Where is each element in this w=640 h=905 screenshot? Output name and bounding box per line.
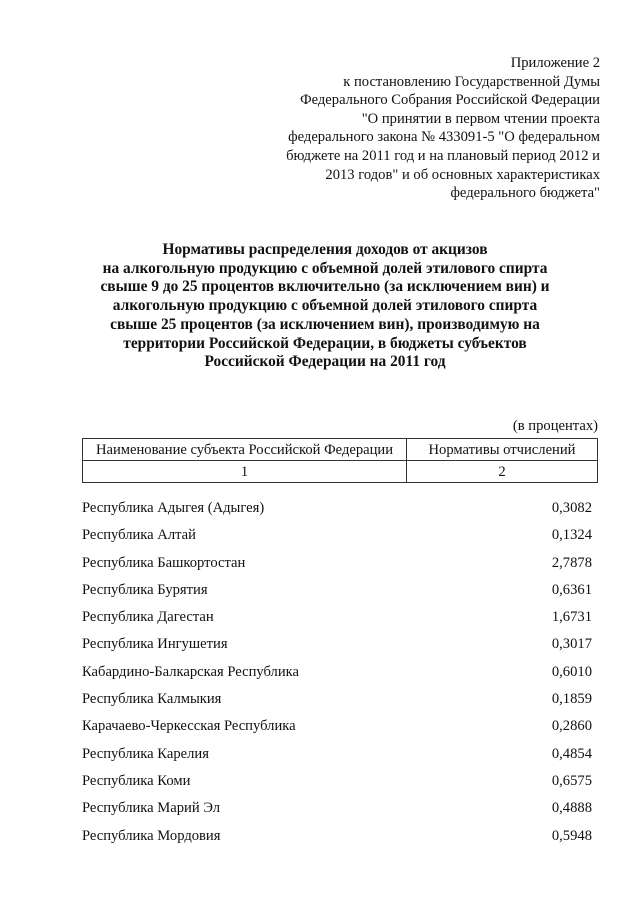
subject-name: Республика Ингушетия bbox=[82, 636, 228, 653]
subject-name: Республика Адыгея (Адыгея) bbox=[82, 500, 265, 516]
title-line: свыше 9 до 25 процентов включительно (за исключением вин) и bbox=[100, 278, 550, 296]
norm-value: 0,6010 bbox=[551, 663, 592, 680]
title-line: на алкогольную продукцию с объемной долей этилового спирта bbox=[102, 259, 548, 277]
table-body bbox=[82, 497, 592, 852]
norm-value: 0,4888 bbox=[551, 800, 592, 817]
title-line: территории Российской Федерации, в бюджеты субъектов bbox=[123, 334, 527, 352]
title-line: Российской Федерации на 2011 год bbox=[204, 353, 446, 371]
table-header bbox=[82, 438, 598, 483]
column-number-1: 1 bbox=[83, 461, 407, 483]
table-row bbox=[82, 606, 592, 633]
norm-value: 0,6575 bbox=[551, 772, 592, 789]
norm-value: 0,3017 bbox=[551, 636, 592, 653]
table-row bbox=[82, 524, 592, 551]
appendix-header bbox=[260, 54, 600, 203]
subject-name: Республика Алтай bbox=[82, 527, 196, 544]
appendix-line: федерального бюджета" bbox=[450, 185, 600, 202]
subject-name: Республика Мордовия bbox=[82, 827, 221, 844]
norm-value: 0,1859 bbox=[551, 691, 592, 708]
title-line: Нормативы распределения доходов от акцизов bbox=[162, 241, 488, 258]
appendix-line: Федерального Собрания Российской Федерации bbox=[300, 92, 600, 109]
appendix-line: 2013 годов" и об основных характеристиках bbox=[325, 166, 600, 183]
header-norms: Нормативы отчислений bbox=[407, 439, 598, 461]
header-row bbox=[83, 439, 598, 461]
subject-name: Кабардино-Балкарская Республика bbox=[82, 663, 299, 680]
document-title bbox=[60, 241, 590, 372]
column-number-2: 2 bbox=[407, 461, 598, 483]
table-row bbox=[82, 497, 592, 524]
norm-value: 0,5948 bbox=[551, 827, 592, 844]
subject-name: Республика Дагестан bbox=[82, 609, 214, 626]
title-line: свыше 25 процентов (за исключением вин), производимую на bbox=[110, 315, 540, 333]
appendix-line: к постановлению Государственной Думы bbox=[343, 73, 600, 90]
norm-value: 0,1324 bbox=[551, 527, 592, 544]
table-row bbox=[82, 661, 592, 688]
norm-value: 0,4854 bbox=[551, 745, 592, 762]
appendix-line: Приложение 2 bbox=[510, 55, 600, 71]
norm-value: 0,2860 bbox=[551, 718, 592, 735]
title-line: алкогольную продукцию с объемной долей этилового спирта bbox=[112, 297, 538, 315]
units-note: (в процентах) bbox=[512, 418, 598, 434]
subject-name: Республика Бурятия bbox=[82, 581, 208, 598]
subject-name: Карачаево-Черкесская Республика bbox=[82, 718, 296, 735]
table-row bbox=[82, 715, 592, 742]
norm-value: 0,3082 bbox=[551, 500, 592, 516]
norm-value: 0,6361 bbox=[551, 581, 592, 598]
subject-name: Республика Коми bbox=[82, 772, 191, 789]
table-row bbox=[82, 633, 592, 660]
table-row bbox=[82, 743, 592, 770]
table-row bbox=[82, 688, 592, 715]
subject-name: Республика Башкортостан bbox=[82, 554, 246, 571]
header-subject: Наименование субъекта Российской Федерации bbox=[83, 439, 407, 461]
table-row bbox=[82, 825, 592, 852]
appendix-line: федерального закона № 433091-5 "О федеральном bbox=[288, 129, 600, 146]
norm-value: 2,7878 bbox=[551, 554, 592, 571]
subject-name: Республика Марий Эл bbox=[82, 800, 221, 817]
table-row bbox=[82, 770, 592, 797]
table-row bbox=[82, 797, 592, 824]
column-number-row bbox=[83, 461, 598, 483]
subject-name: Республика Карелия bbox=[82, 745, 209, 762]
appendix-line: бюджете на 2011 год и на плановый период 2012 и bbox=[286, 147, 600, 164]
subject-name: Республика Калмыкия bbox=[82, 691, 222, 708]
table-row bbox=[82, 552, 592, 579]
norm-value: 1,6731 bbox=[551, 609, 592, 626]
table-row bbox=[82, 579, 592, 606]
appendix-line: "О принятии в первом чтении проекта bbox=[361, 110, 600, 127]
